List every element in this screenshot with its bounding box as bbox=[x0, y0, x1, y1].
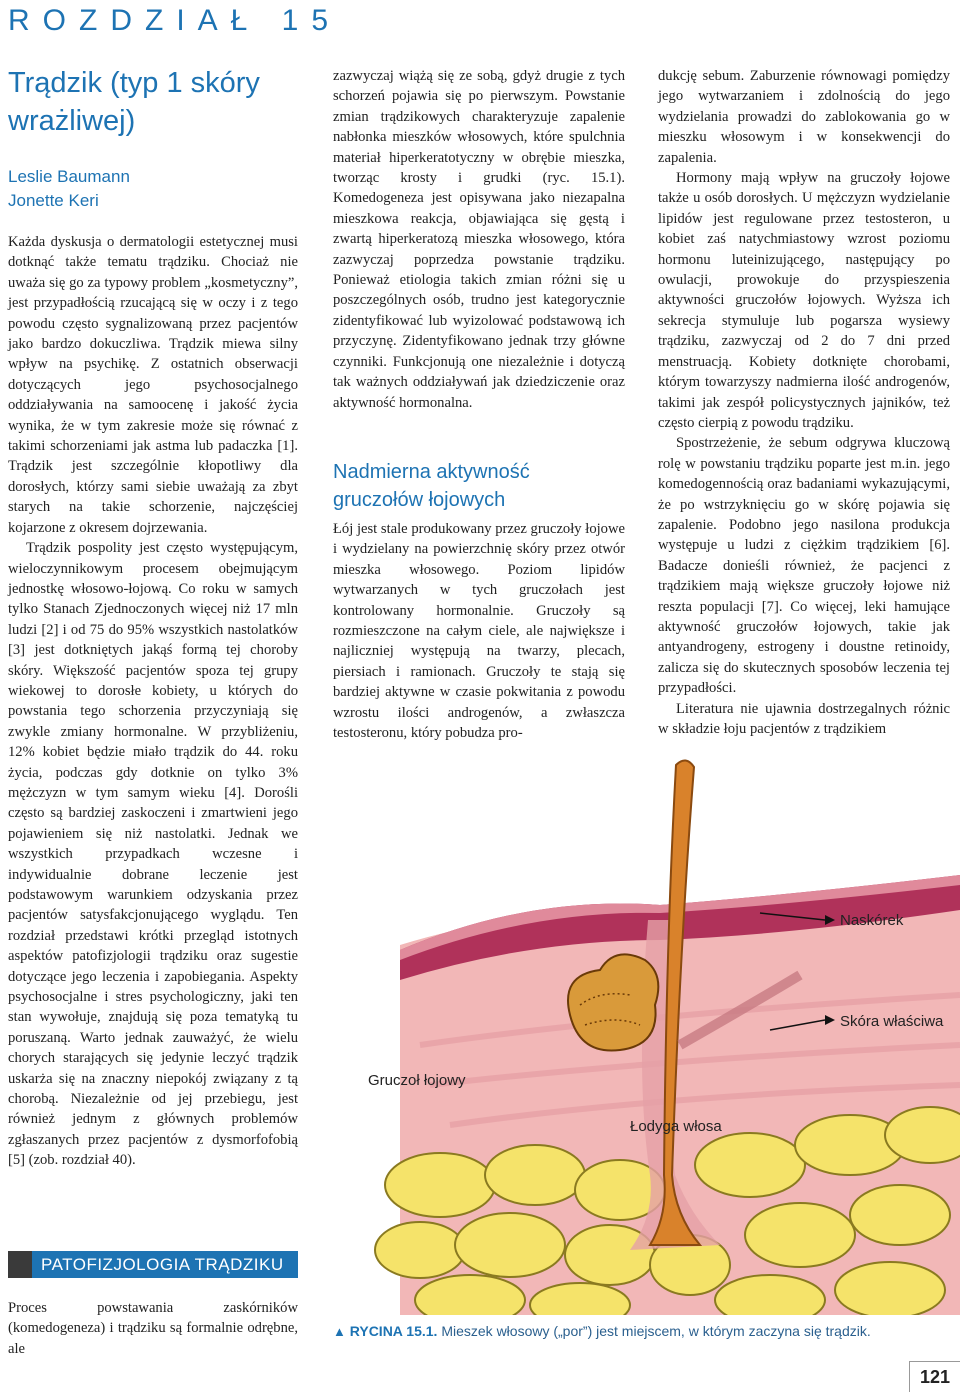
paragraph: Spostrzeżenie, że sebum odgrywa kluczową rolę w powstaniu trądziku poparte jest m.in. jego komedogennością oraz badaniami wykazującymi, że po wstrzyknięciu go w skórę pojawia się zapalenie. Podobno jego nasilona produkcja występuje u ludzi z ciężkim trądzikiem [6]. Badacze donieśli również, że pacjenci z trądzikiem mają większe gruczoły łojowe niż reszta populacji [7]. Co więcej, leki hamujące aktywność gruczołów łojowych, takie jak antyandrogeny, estrogeny i doustne retinoidy, zalicza się do skutecznych sposobów leczenia tej przypadłości. bbox=[658, 435, 950, 697]
chapter-header: ROZDZIAŁ 15 bbox=[8, 4, 342, 37]
paragraph: Proces powstawania zaskórników (komedogeneza) i trądziku są formalnie odrębne, ale bbox=[8, 1300, 298, 1357]
column-2-continued bbox=[333, 519, 625, 743]
caption-triangle-icon: ▲ bbox=[333, 1324, 346, 1339]
column-1-continued bbox=[8, 1298, 298, 1359]
paragraph: dukcję sebum. Zaburzenie równowagi pomiędzy jego wytwarzaniem i zdolnością do jego wydzielania prowadzi do zablokowania go w mieszku włosowym i w konsekwencji do zapalenia. bbox=[658, 68, 950, 166]
paragraph: Trądzik pospolity jest często występującym, wieloczynnikowym procesem obejmującym jednostkę włosowo-łojową. Co roku w samych tylko Stanach Zjednoczonych więcej niż 17 mln ludzi [2] i od 75 do 95% wszystkich nastolatków [3] jest dotkniętych jakąś formą tej choroby skóry. Większość pacjentów spoza tej grupy wiekowej to dorosłe kobiety, u których do powstania tego schorzenia przyczyniają się zwykle zmiany hormonalne. W przybliżeniu, 12% kobiet będzie miało trądzik do 44. roku życia, podczas gdy dotknie on tylko 3% mężczyzn w tym samym wieku [4]. Dorośli często są bardziej zaskoczeni i zmartwieni jego pojawieniem się niż nastolatki. Jednak we wszystkich przypadkach wczesne i indywidualnie dobrane leczenie jest podstawowym warunkiem odzyskania przez pacjentów satysfakcjonującego wyglądu. Ten rozdział przedstawi krótki przegląd istotnych aspektów patofizjologii trądziku oraz sugestie dotyczące jego leczenia i zapobiegania. Aspekty psychosocjalne i stres psychologiczny, jaki ten stan wywołuje, znajdują się poza tematyką tu poruszaną. Warto jednak zauważyć, że wielu chorych starających się jedynie leczyć trądzik uskarża się na znaczny niepokój związany z tą chorobą. Niezależnie od jej przebiegu, jest również jednym z głównych problemów zgłaszanych przez pacjentów z dysmorfofobią [5] (zob. rozdział 40). bbox=[8, 540, 298, 1169]
paragraph: zazwyczaj wiążą się ze sobą, gdyż drugie z tych schorzeń pojawia się po pierwszym. Powstanie zmian trądzikowych charakteryzuje zapalenie nabłonka mieszków włosowych, które spulchnia materiał hiperkeratotyczny w obrębie mieszka, tworząc krosty i grudki (ryc. 15.1). Komedogeneza jest opisywana jako niezapalna mieszkowa reakcja, objawiająca się gęstą i zwartą hiperkeratozą mieszka włosowego, która zazwyczaj poprzedza powstanie trądziku. Ponieważ etiologia takich zmian różni się u poszczególnych osób, trudno jest kategorycznie zidentyfikować lub wyizolować podstawową ich przyczynę. Zidentyfikowano jednak trzy główne czynniki. Funkcjonują one niezależnie i dotyczą tak ważnych oddziaływań jak dziedziczenie oraz aktywność hormonalna. bbox=[333, 68, 625, 411]
authors bbox=[8, 165, 130, 213]
caption-text: Mieszek włosowy („por”) jest miejscem, w którym zaczyna się trądzik. bbox=[441, 1323, 871, 1339]
label-hair-shaft: Łodyga włosa bbox=[630, 1118, 722, 1135]
paragraph: Hormony mają wpływ na gruczoły łojowe także u osób dorosłych. U mężczyzn wydzielanie lipidów jest regulowane przez testosteron, u kobiet zaś natychmiastowy wzrost poziomu hormonu luteinizującego, następujący po owulacji, prowokuje do przyspieszenia aktywności gruczołów łojowych. Wyższa ich sekrecja stymuluje lub pogarsza wysiewy trądziku, zazwyczaj od 2 do 7 dni przed menstruacją. Kobiety dotknięte chorobami, którym towarzyszy nadmierna ilość androgenów, takimi jak zespół policystycznych jajników, też często cierpią z powodu trądziku. bbox=[658, 170, 950, 431]
label-sebaceous-gland: Gruczoł łojowy bbox=[368, 1072, 466, 1089]
paragraph: Literatura nie ujawnia dostrzegalnych różnic w składzie łoju pacjentów z trądzikiem bbox=[658, 700, 950, 737]
label-dermis: Skóra właściwa bbox=[840, 1013, 944, 1030]
figure-caption bbox=[333, 1323, 953, 1339]
hair-follicle-illustration bbox=[330, 745, 960, 1315]
column-3-text bbox=[658, 66, 950, 739]
label-epidermis: Naskórek bbox=[840, 912, 904, 929]
paragraph: Łój jest stale produkowany przez gruczoły łojowe i wydzielany na powierzchnię skóry przez otwór mieszka włosowego. Poziom lipidów wytwarzanych w tych gruczołach jest kontrolowany hormonalnie. Gruczoły są rozmieszczone na całym ciele, ale największe i najliczniej występują na twarzy, plecach, piersiach i ramionach. Gruczoły te stają się bardziej aktywne w czasie pokwitania z powodu wzrostu ilości androgenów, a zwłaszcza testosteronu, który pobudza pro- bbox=[333, 521, 625, 742]
section-heading-sebaceous: Nadmierna aktywność gruczołów łojowych bbox=[333, 461, 530, 511]
chapter-title: Trądzik (typ 1 skóry wrażliwej) bbox=[8, 67, 260, 137]
section-heading-label: PATOFIZJOLOGIA TRĄDZIKU bbox=[41, 1255, 284, 1274]
author-2: Jonette Keri bbox=[8, 191, 99, 210]
section-heading-pathophysiology bbox=[8, 1251, 298, 1278]
paragraph: Każda dyskusja o dermatologii estetycznej musi dotknąć także tematu trądziku. Chociaż nie uważa się go za typowy problem „kosmetyczny”, jest przypadłością rzucającą się w oczy i z tego powodu często sygnalizowaną przez pacjentów jako bardzo dokuczliwa. Trądzik miewa silny wpływ na psychikę. Z ostatnich obserwacji dotyczących jego psychosocjalnego oddziaływania na samoocenę i jakość życia wynika, że w tym zakresie może się równać z takimi schorzeniami jak astma lub padaczka [1]. Trądzik jest szczególnie kłopotliwy dla dorosłych, którzy sami siebie uważają za zbyt starych na takie schorzenie, najczęściej kojarzone z okresem dojrzewania. bbox=[8, 234, 298, 536]
column-1-text bbox=[8, 232, 298, 1171]
column-2-text bbox=[333, 66, 625, 413]
author-1: Leslie Baumann bbox=[8, 167, 130, 186]
heading-accent bbox=[8, 1251, 32, 1278]
page-number: 121 bbox=[909, 1361, 960, 1392]
caption-label: RYCINA 15.1. bbox=[349, 1323, 438, 1339]
